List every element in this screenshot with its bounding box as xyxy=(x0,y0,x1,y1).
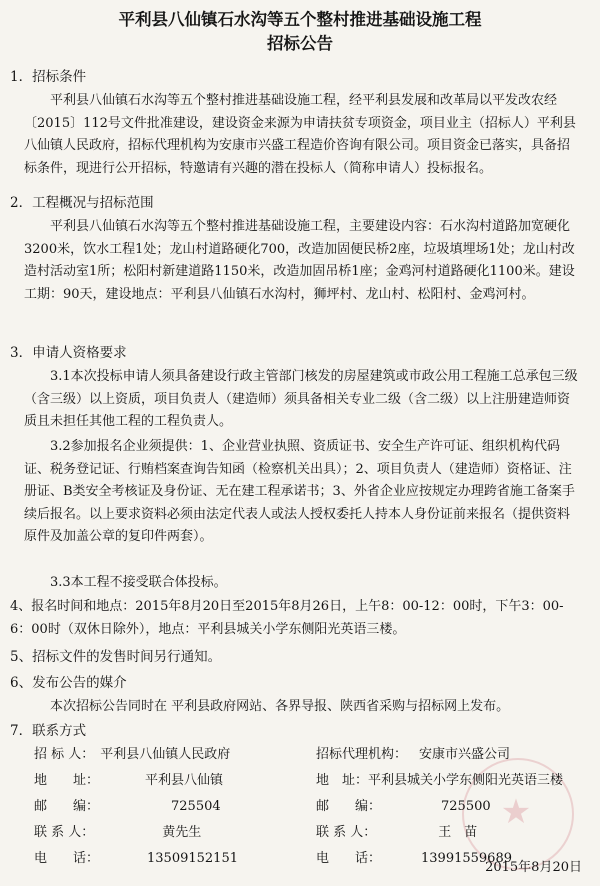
agency-postcode-label: 邮 编： xyxy=(316,799,382,814)
agency-postcode-value: 725500 xyxy=(441,799,491,814)
section-3-para-3: 3.3本工程不接受联合体投标。 xyxy=(50,575,227,590)
contact-left-address xyxy=(34,770,223,792)
contact-right-phone xyxy=(316,848,512,870)
postcode-value: 725504 xyxy=(171,799,221,814)
agency-value: 安康市兴盛公司 xyxy=(419,747,511,762)
contact-left-phone xyxy=(34,848,238,870)
person-value: 黄先生 xyxy=(162,825,202,840)
contact-right-address xyxy=(316,770,563,792)
contact-left-postcode xyxy=(34,796,221,818)
agency-address-value: 平利县城关小学东侧阳光英语三楼 xyxy=(368,773,564,788)
tenderer-value: 平利县八仙镇人民政府 xyxy=(100,747,231,762)
agency-label: 招标代理机构： xyxy=(316,747,408,762)
section-2-body: 平利县八仙镇石水沟等五个整村推进基础设施工程，主要建设内容：石水沟村道路加宽硬化3200米，饮水工程1处；龙山村道路硬化700，改造加固便民桥2座，垃圾填埋场1处；龙山村改造村活动室1所；松阳村新建道路1150米，改造加固吊桥1座；金鸡河村道路硬化1100米。建设工期：90天，建设地点：平利县八仙镇石水沟村，狮坪村、龙山村、松阳村、金鸡河村。 xyxy=(24,219,575,302)
agency-person-value: 王 苗 xyxy=(438,825,478,840)
phone-label: 电 话： xyxy=(34,851,100,866)
section-3-heading: 3．申请人资格要求 xyxy=(10,345,127,361)
section-1-body: 平利县八仙镇石水沟等五个整村推进基础设施工程，经平利县发展和改革局以平发改农经〔2015〕112号文件批准建设，建设资金来源为申请扶贫专项资金，项目业主（招标人）平利县八仙镇人民政府，招标代理机构为安康市兴盛工程造价咨询有限公司。项目资金已落实，具备招标条件，现进行公开招标，特邀请有兴趣的潜在投标人（简称申请人）投标报名。 xyxy=(24,93,576,176)
person-label: 联 系 人： xyxy=(34,825,95,840)
section-3-para-1: 3.1本次投标申请人须具备建设行政主管部门核发的房屋建筑或市政公用工程施工总承包三级（含三级）以上资质，项目负责人（建造师）须具备相关专业二级（含二级）以上注册建造师资质且未担任其他工程的工程负责人。 xyxy=(24,369,578,429)
address-label: 地 址： xyxy=(34,773,100,788)
section-2-heading: 2．工程概况与招标范围 xyxy=(10,195,154,211)
announcement-date: 2015年8月20日 xyxy=(485,860,582,875)
section-5-text: 5、招标文件的发售时间另行通知。 xyxy=(10,649,222,665)
contact-right-agency xyxy=(316,744,510,766)
section-4-text: 4、报名时间和地点：2015年8月20日至2015年8月26日，上午8：00-12：00时，下午3：00-6：00时（双休日除外），地点：平利县城关小学东侧阳光英语三楼。 xyxy=(10,599,564,637)
section-7-heading: 7．联系方式 xyxy=(10,723,87,739)
page-subtitle: 招标公告 xyxy=(267,34,333,53)
contact-left-person xyxy=(34,822,201,844)
contact-right-person xyxy=(316,822,477,844)
agency-phone-value: 13991559689 xyxy=(421,851,512,866)
contact-right-postcode xyxy=(316,796,491,818)
agency-address-label: 地 址： xyxy=(316,773,369,788)
section-6-heading: 6、发布公告的媒介 xyxy=(10,675,127,691)
phone-value: 13509152151 xyxy=(147,851,238,866)
section-1-heading: 1．招标条件 xyxy=(10,69,87,85)
tenderer-label: 招 标 人： xyxy=(34,747,95,762)
seal-star-icon: ★ xyxy=(500,792,532,832)
contact-left-tenderer xyxy=(34,744,230,766)
postcode-label: 邮 编： xyxy=(34,799,100,814)
agency-phone-label: 电 话： xyxy=(316,851,382,866)
agency-person-label: 联 系 人： xyxy=(316,825,377,840)
page-title: 平利县八仙镇石水沟等五个整村推进基础设施工程 xyxy=(118,10,482,29)
address-value: 平利县八仙镇 xyxy=(145,773,224,788)
section-6-body: 本次招标公告同时在 平利县政府网站、各界导报、陕西省采购与招标网上发布。 xyxy=(50,699,510,714)
section-3-para-2: 3.2参加报名企业须提供：1、企业营业执照、资质证书、安全生产许可证、组织机构代码证、税务登记证、行贿档案查询告知函（检察机关出具）；2、项目负责人（建造师）资格证、注册证、B类安全考核证及身份证、无在建工程承诺书；3、外省企业应按规定办理跨省施工备案手续后报名。以上要求资料必须由法定代表人或法人授权委托人持本人身份证前来报名（提供资料原件及加盖公章的复印件两套）。 xyxy=(24,439,575,544)
